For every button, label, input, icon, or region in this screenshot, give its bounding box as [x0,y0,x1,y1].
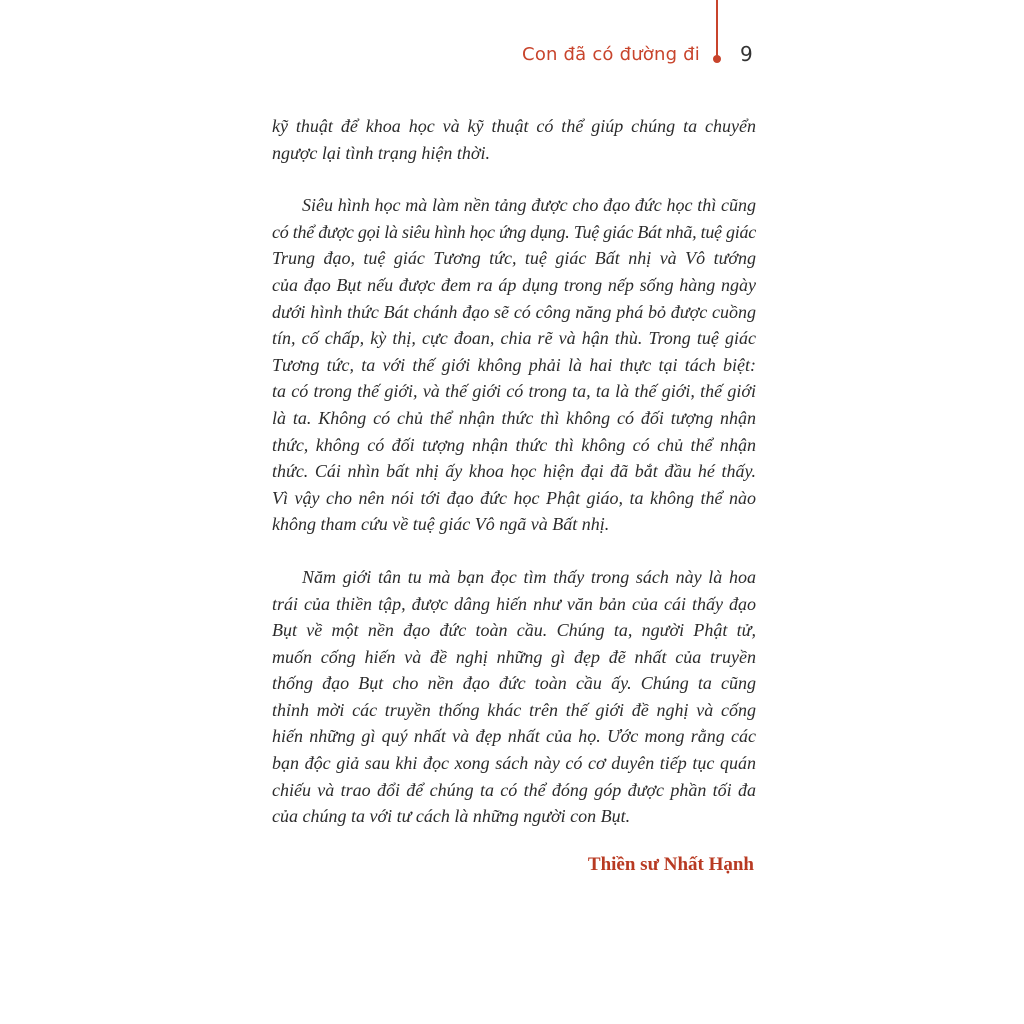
text-line: ngược lại tình trạng hiện thời. [272,142,491,163]
text-line: thức. Cái nhìn bất nhị ấy khoa học hiện đại đã bắt đầu hé thấy. [272,461,756,482]
text-line: Năm giới tân tu mà bạn đọc tìm thấy trong sách này là hoa [302,566,756,587]
text-line: hiến những gì quý nhất và đẹp nhất của họ. Ước mong rằng các [272,726,756,747]
header-rule-line [716,0,718,60]
running-title: Con đã có đường đi [522,44,700,65]
text-line: Trung đạo, tuệ giác Tương tức, tuệ giác Bất nhị và Vô tướng [272,248,756,269]
text-line: thức, không có đối tượng nhận thức thì không có chủ thể nhận [272,434,756,455]
body-text [272,113,756,856]
text-line: bạn độc giả sau khi đọc xong sách này có cơ duyên tiếp tục quán [272,753,756,774]
text-line: kỹ thuật để khoa học và kỹ thuật có thể giúp chúng ta chuyển [272,116,756,136]
text-line: trái của thiền tập, được dâng hiến như văn bản của cái thấy đạo [272,593,756,614]
paragraph-2 [272,192,756,538]
text-line: dưới hình thức Bát chánh đạo sẽ có công năng phá bỏ được cuồng [272,301,756,322]
page-number: 9 [740,42,753,66]
paragraph-3 [272,564,756,830]
text-line: Siêu hình học mà làm nền tảng được cho đạo đức học thì cũng [302,195,756,216]
header-rule-dot [713,55,721,63]
text-line: Bụt về một nền đạo đức toàn cầu. Chúng ta, người Phật tử, [272,620,756,641]
text-line: của đạo Bụt nếu được đem ra áp dụng trong nếp sống hàng ngày [272,274,756,295]
author-signature: Thiền sư Nhất Hạnh [587,854,754,875]
text-line: muốn cống hiến và đề nghị những gì đẹp đẽ nhất của truyền [272,646,756,667]
text-line: có thể được gọi là siêu hình học ứng dụng. Tuệ giác Bát nhã, tuệ giác [272,221,756,242]
paragraph-1 [272,113,756,166]
text-line: Vì vậy cho nên nói tới đạo đức học Phật giáo, ta không thể nào [272,487,756,508]
text-line: là ta. Không có chủ thể nhận thức thì không có đối tượng nhận [272,407,756,428]
text-line: thỉnh mời các truyền thống khác trên thế giới đề nghị và cống [272,699,756,720]
text-line: tín, cố chấp, kỳ thị, cực đoan, chia rẽ và hận thù. Trong tuệ giác [272,328,756,349]
text-line: của chúng ta với tư cách là những người con Bụt. [272,806,631,827]
text-line: Tương tức, ta với thế giới không phải là hai thực tại tách biệt: [272,354,756,375]
text-line: không tham cứu về tuệ giác Vô ngã và Bất nhị. [272,514,610,535]
text-line: ta có trong thế giới, và thế giới có trong ta, ta là thế giới, thế giới [272,381,756,402]
text-line: thống đạo Bụt cho nền đạo đức toàn cầu ấy. Chúng ta cũng [272,673,756,694]
text-line: chiếu và trao đổi để chúng ta có thể đóng góp được phần tối đa [272,779,756,800]
